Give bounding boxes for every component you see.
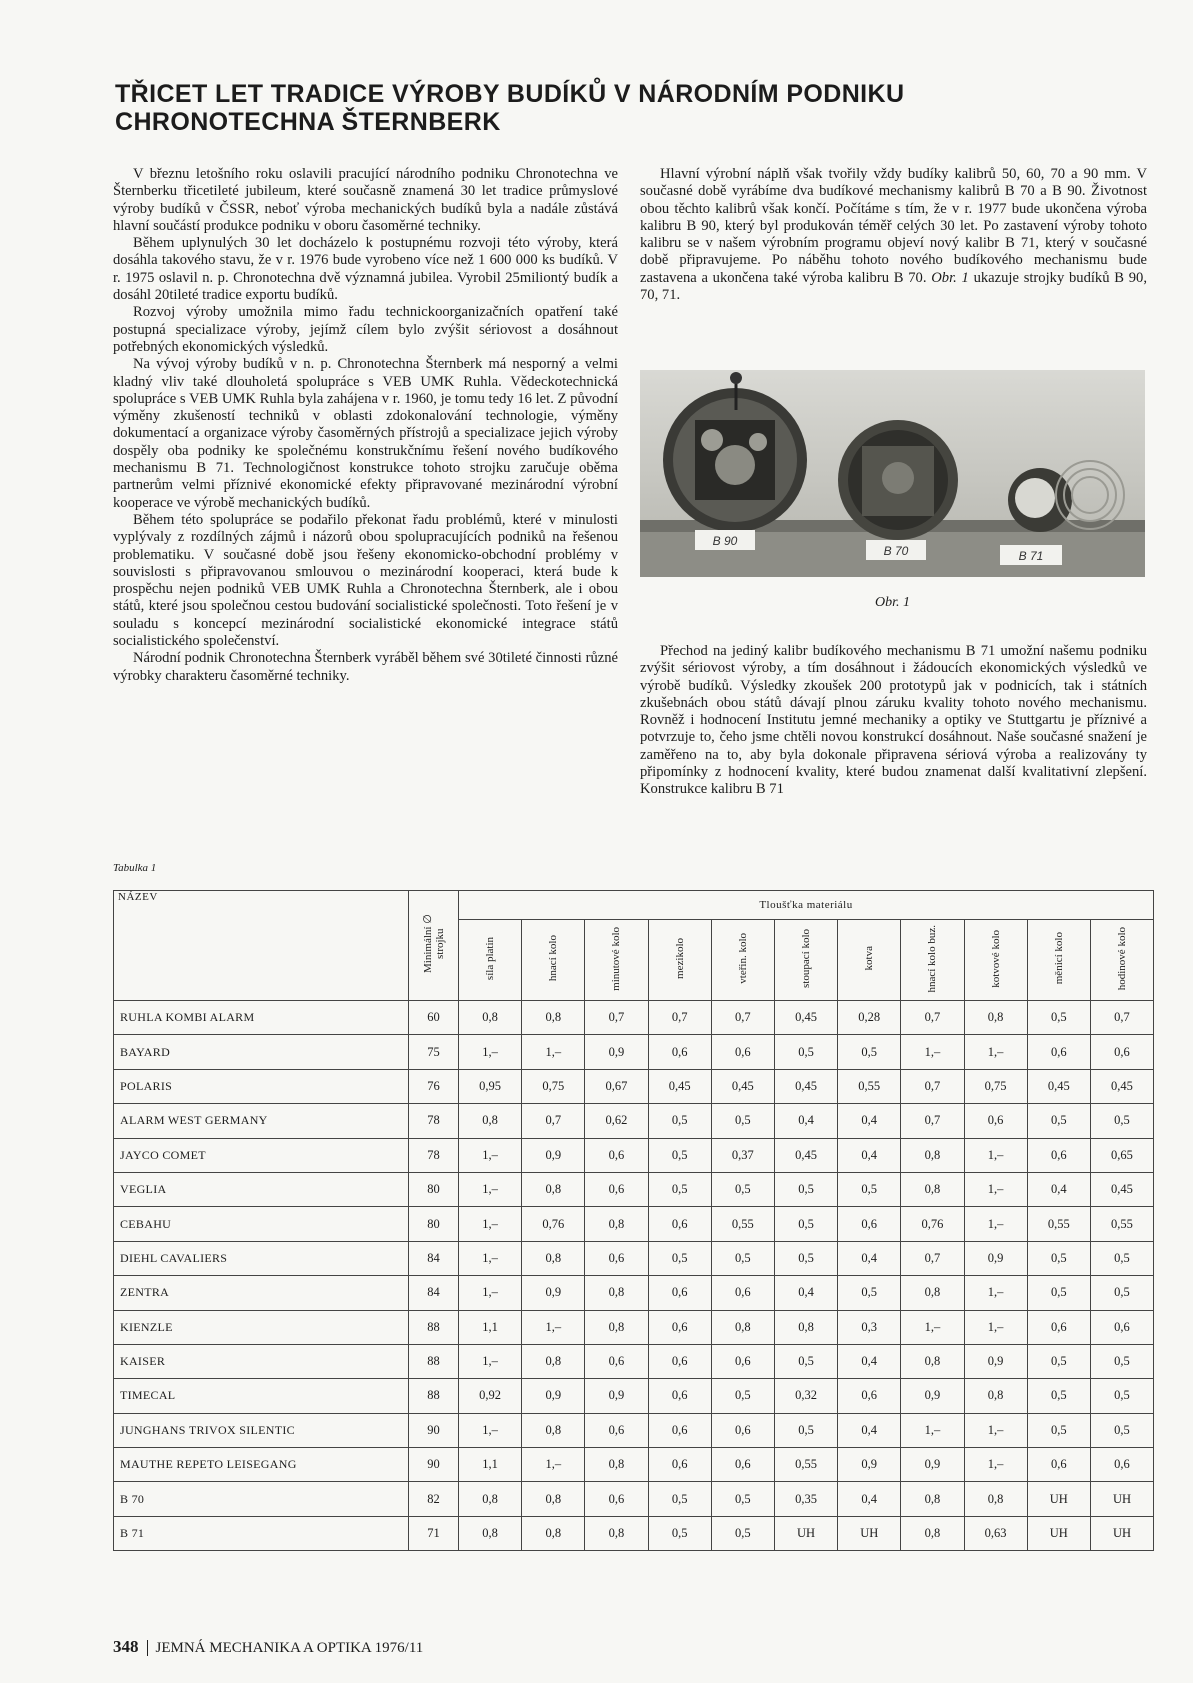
table-cell: 0,6 [648, 1035, 711, 1069]
table-cell: 0,8 [459, 1104, 522, 1138]
row-diameter: 76 [409, 1069, 459, 1103]
table-row [114, 1001, 1154, 1035]
table-cell: 0,45 [774, 1001, 837, 1035]
column-header [1027, 920, 1090, 1001]
column-header-text: hnací kolo buz. [926, 924, 939, 993]
table-cell: UH [1090, 1482, 1153, 1516]
figure-caption: Obr. 1 [874, 595, 910, 610]
row-name: RUHLA KOMBI ALARM [114, 1001, 409, 1035]
table-cell: 0,6 [1090, 1310, 1153, 1344]
table-cell: 0,8 [522, 1241, 585, 1275]
row-diameter: 71 [409, 1516, 459, 1550]
row-diameter: 80 [409, 1172, 459, 1206]
table-cell: 0,8 [585, 1310, 648, 1344]
header-diameter [409, 891, 459, 1001]
table-cell: 0,5 [711, 1516, 774, 1550]
table-cell: 0,4 [1027, 1172, 1090, 1206]
table-cell: 0,6 [1027, 1138, 1090, 1172]
table-cell: 0,45 [774, 1138, 837, 1172]
table-cell: 0,45 [648, 1069, 711, 1103]
column-header-text: stoupací kolo [800, 929, 813, 988]
table-cell: 0,5 [1090, 1379, 1153, 1413]
table-cell: 0,9 [964, 1344, 1027, 1378]
table-cell: 0,28 [838, 1001, 901, 1035]
right-column-bottom [640, 643, 1147, 799]
table-row [114, 1379, 1154, 1413]
table-cell: 0,4 [838, 1413, 901, 1447]
column-header-text: hodinové kolo [1115, 926, 1128, 991]
table-cell: 0,5 [648, 1104, 711, 1138]
left-column [113, 166, 618, 685]
table-cell: 0,5 [711, 1104, 774, 1138]
table-cell: UH [774, 1516, 837, 1550]
table-cell: 0,6 [711, 1035, 774, 1069]
paragraph: Během uplynulých 30 let docházelo k postupnému rozvoji této výroby, která dosáhla takového stavu, že v r. 1976 bude vyrobeno více než 1 600 000 ks budíků. V r. 1975 oslavil n. p. Chronotechna dvě významná jubilea. Vyrobil 25miliontý budík a dosáhl 20tileté tradice exportu budíků. [113, 235, 618, 304]
table-cell: 0,6 [585, 1344, 648, 1378]
table-cell: UH [1027, 1516, 1090, 1550]
table-cell: 0,45 [774, 1069, 837, 1103]
table-cell: 0,5 [774, 1241, 837, 1275]
table-cell: 0,5 [774, 1344, 837, 1378]
table-cell: 0,8 [522, 1172, 585, 1206]
paragraph: Na vývoj výroby budíků v n. p. Chronotechna Šternberk má nesporný a velmi kladný vliv také dlouholetá spolupráce s VEB UMK Ruhla. Vědeckotechnická spolupráce s VEB UMK Ruhla byla zahájena v r. 1960, je tomu tedy 16 let. Z původní výměny zkušeností techniků v oblasti zdokonalování technologie, výměny dokumentací a organizace výroby časoměrných přístrojů a specializace jejich výroby dospěly oba podniky ke společnému konstrukčnímu řešení nového budíkového mechanismu B 71. Technologičnost konstrukce tohoto strojku zaručuje oběma partnerům velmi příznivé ekonomické efekty připravované mezinárodní výrobní kooperace ve výrobě mechanických budíků. [113, 356, 618, 511]
table-cell: 0,8 [459, 1482, 522, 1516]
table-cell: 0,4 [838, 1138, 901, 1172]
table-cell: 0,3 [838, 1310, 901, 1344]
table-cell: 0,8 [459, 1516, 522, 1550]
table-row [114, 1448, 1154, 1482]
table-cell: 0,6 [711, 1448, 774, 1482]
table-row [114, 1172, 1154, 1206]
journal-name: JEMNÁ MECHANIKA A OPTIKA 1976/11 [155, 1640, 424, 1656]
row-diameter: 88 [409, 1310, 459, 1344]
row-name: MAUTHE REPETO LEISEGANG [114, 1448, 409, 1482]
table-cell: 0,7 [901, 1001, 964, 1035]
table-cell: 0,4 [838, 1241, 901, 1275]
column-header [711, 920, 774, 1001]
column-header-text: vteřin. kolo [736, 933, 749, 984]
table-cell: 1,1 [459, 1310, 522, 1344]
table-cell: 0,95 [459, 1069, 522, 1103]
paragraph: Národní podnik Chronotechna Šternberk vyráběl během své 30tileté činnosti různé výrobky charakteru časoměrné techniky. [113, 650, 618, 684]
table-cell: 0,8 [964, 1482, 1027, 1516]
table-cell: 0,5 [1027, 1241, 1090, 1275]
row-diameter: 84 [409, 1241, 459, 1275]
table-cell: 0,9 [585, 1379, 648, 1413]
table-cell: 0,8 [964, 1379, 1027, 1413]
row-name: ZENTRA [114, 1276, 409, 1310]
paragraph-text: Hlavní výrobní náplň však tvořily vždy budíky kalibrů 50, 60, 70 a 90 mm. V současné době vyrábíme dva budíkové mechanismy kalibrů B 70 a B 90. Životnost obou těchto kalibrů však končí. Počítáme s tím, že v r. 1977 bude ukončena výroba kalibru B 90, který byl produkován téměř celých 30 let. Po zastavení výroby tohoto kalibru se v našem výrobním programu objeví nový kalibr B 71, který v současné době připravujeme. Po náběhu tohoto nového budíkového mechanismu bude zastavena a ukončena také výroba kalibru B 70. [640, 166, 1147, 286]
row-diameter: 88 [409, 1344, 459, 1378]
table-cell: 0,8 [522, 1344, 585, 1378]
table-cell: 0,7 [901, 1069, 964, 1103]
table-cell: 0,4 [774, 1276, 837, 1310]
table-cell: 1,– [964, 1035, 1027, 1069]
table-cell: 0,8 [901, 1516, 964, 1550]
table-cell: 0,7 [901, 1241, 964, 1275]
table-cell: 0,5 [1027, 1001, 1090, 1035]
column-header [459, 920, 522, 1001]
table-cell: 0,55 [1027, 1207, 1090, 1241]
row-name: B 71 [114, 1516, 409, 1550]
table-cell: 0,7 [711, 1001, 774, 1035]
table-cell: 0,6 [648, 1344, 711, 1378]
table-cell: 0,5 [1027, 1104, 1090, 1138]
table-cell: 0,4 [774, 1104, 837, 1138]
table-cell: 1,– [964, 1172, 1027, 1206]
table-cell: 1,– [459, 1207, 522, 1241]
table-cell: 1,– [459, 1413, 522, 1447]
table-cell: 0,37 [711, 1138, 774, 1172]
table-cell: 0,6 [648, 1413, 711, 1447]
row-name: VEGLIA [114, 1172, 409, 1206]
table-cell: 0,6 [964, 1104, 1027, 1138]
table-cell: 1,– [522, 1448, 585, 1482]
row-diameter: 75 [409, 1035, 459, 1069]
table-cell: 0,5 [774, 1207, 837, 1241]
column-header-text: mezikolo [673, 938, 686, 979]
table-cell: 0,8 [901, 1276, 964, 1310]
table-cell: 0,6 [1090, 1448, 1153, 1482]
table-cell: 1,– [459, 1172, 522, 1206]
table-cell: 0,6 [1090, 1035, 1153, 1069]
table-cell: 0,75 [522, 1069, 585, 1103]
header-thickness: Tloušťka materiálu [459, 891, 1154, 920]
row-diameter: 78 [409, 1138, 459, 1172]
table-cell: 0,8 [522, 1001, 585, 1035]
table-cell: 0,6 [648, 1276, 711, 1310]
row-diameter: 80 [409, 1207, 459, 1241]
row-name: B 70 [114, 1482, 409, 1516]
column-header [838, 920, 901, 1001]
row-diameter: 82 [409, 1482, 459, 1516]
paragraph-tail: ukazuje strojky budíků B 90, 70, 71. [640, 269, 1147, 304]
table-cell: 0,7 [522, 1104, 585, 1138]
table-cell: 0,8 [711, 1310, 774, 1344]
column-header-text: měnicí kolo [1052, 932, 1065, 985]
column-header-text: minutové kolo [610, 926, 623, 991]
row-diameter: 84 [409, 1276, 459, 1310]
row-name: KIENZLE [114, 1310, 409, 1344]
table-cell: 0,5 [648, 1138, 711, 1172]
table-cell: 1,– [964, 1207, 1027, 1241]
label-b70: B 70 [883, 544, 909, 558]
table-cell: 0,5 [774, 1035, 837, 1069]
paragraph [640, 166, 1147, 304]
label-b90: B 90 [712, 534, 738, 548]
table-cell: 0,8 [901, 1172, 964, 1206]
table-cell: 0,62 [585, 1104, 648, 1138]
column-header-text: síla platin [484, 936, 497, 981]
table-cell: 0,45 [711, 1069, 774, 1103]
figure-reference: Obr. 1 [931, 269, 969, 286]
table-cell: 0,5 [774, 1413, 837, 1447]
table-body [114, 1001, 1154, 1551]
table-cell: 0,5 [838, 1276, 901, 1310]
table-cell: 0,8 [774, 1310, 837, 1344]
row-name: ALARM WEST GERMANY [114, 1104, 409, 1138]
table-cell: 0,7 [585, 1001, 648, 1035]
column-header [964, 920, 1027, 1001]
row-name: CEBAHU [114, 1207, 409, 1241]
table-row [114, 1069, 1154, 1103]
table-cell: 0,5 [1090, 1344, 1153, 1378]
table-row [114, 1138, 1154, 1172]
table-cell: 0,55 [838, 1069, 901, 1103]
table-cell: 0,8 [522, 1413, 585, 1447]
table-cell: 0,5 [648, 1172, 711, 1206]
table-cell: 1,– [459, 1276, 522, 1310]
column-header [1090, 920, 1153, 1001]
table-cell: 0,5 [711, 1172, 774, 1206]
row-name: KAISER [114, 1344, 409, 1378]
table-cell: 0,6 [648, 1207, 711, 1241]
table-cell: 0,32 [774, 1379, 837, 1413]
header-diameter-text: Minimální ∅ strojku [421, 914, 446, 974]
table-row [114, 1035, 1154, 1069]
row-diameter: 88 [409, 1379, 459, 1413]
row-name: JUNGHANS TRIVOX SILENTIC [114, 1413, 409, 1447]
table-cell: 0,5 [1090, 1413, 1153, 1447]
page-footer [113, 1637, 423, 1657]
table-cell: 0,8 [522, 1516, 585, 1550]
row-diameter: 78 [409, 1104, 459, 1138]
table-row [114, 1516, 1154, 1550]
table-cell: 0,5 [1090, 1104, 1153, 1138]
table-cell: 0,5 [1027, 1379, 1090, 1413]
table-row [114, 1413, 1154, 1447]
table-row [114, 1482, 1154, 1516]
table-cell: 0,5 [774, 1172, 837, 1206]
table-cell: 0,8 [964, 1001, 1027, 1035]
table-cell: 0,5 [1090, 1276, 1153, 1310]
table-cell: 0,5 [648, 1482, 711, 1516]
table-cell: 0,9 [585, 1035, 648, 1069]
column-header [585, 920, 648, 1001]
table-cell: 0,5 [711, 1482, 774, 1516]
table-cell: 0,92 [459, 1379, 522, 1413]
column-header [901, 920, 964, 1001]
table-cell: 0,9 [964, 1241, 1027, 1275]
column-header-text: kotva [863, 946, 876, 971]
table-cell: 0,5 [648, 1241, 711, 1275]
table-cell: 1,– [459, 1344, 522, 1378]
table-cell: 0,6 [1027, 1448, 1090, 1482]
table-cell: 0,5 [648, 1516, 711, 1550]
table-cell: 1,– [459, 1035, 522, 1069]
table-cell: 1,– [522, 1035, 585, 1069]
table-cell: 1,– [964, 1310, 1027, 1344]
table-cell: 0,6 [838, 1379, 901, 1413]
table-cell: 0,6 [711, 1276, 774, 1310]
table-cell: 0,9 [522, 1276, 585, 1310]
figure-photo-clock-movements [640, 370, 1145, 577]
table-cell: 0,9 [522, 1138, 585, 1172]
table-cell: 0,8 [901, 1138, 964, 1172]
column-header-text: kotvové kolo [989, 929, 1002, 988]
table-cell: 0,5 [838, 1035, 901, 1069]
table-cell: 0,6 [648, 1379, 711, 1413]
table-row [114, 1310, 1154, 1344]
thickness-table [113, 890, 1154, 1551]
table-cell: 0,76 [901, 1207, 964, 1241]
table-cell: 1,– [459, 1241, 522, 1275]
table-cell: 0,45 [1090, 1069, 1153, 1103]
table-cell: 0,63 [964, 1516, 1027, 1550]
table-cell: 0,6 [648, 1310, 711, 1344]
table-cell: 0,65 [1090, 1138, 1153, 1172]
table-cell: 1,1 [459, 1448, 522, 1482]
paragraph: V březnu letošního roku oslavili pracující národního podniku Chronotechna ve Šternberku třicetileté jubileum, které současně znamená 30 let tradice průmyslové výroby budíků v ČSSR, neboť výroba mechanických budíků byla a nadále zůstává hlavní součástí produkce podniku v oboru časoměrné techniky. [113, 166, 618, 234]
row-name: TIMECAL [114, 1379, 409, 1413]
table-row [114, 1241, 1154, 1275]
row-diameter: 90 [409, 1413, 459, 1447]
table-cell: 0,6 [585, 1172, 648, 1206]
article-title: TŘICET LET TRADICE VÝROBY BUDÍKŮ V NÁRODNÍM PODNIKU CHRONOTECHNA ŠTERNBERK [115, 80, 905, 136]
table-cell: 1,– [522, 1310, 585, 1344]
table-cell: 1,– [964, 1138, 1027, 1172]
table-label: Tabulka 1 [113, 862, 157, 874]
column-header [648, 920, 711, 1001]
table-cell: 0,5 [1027, 1413, 1090, 1447]
column-header [774, 920, 837, 1001]
table-cell: 0,9 [838, 1448, 901, 1482]
table-cell: 0,4 [838, 1104, 901, 1138]
column-header [522, 920, 585, 1001]
table-cell: 0,8 [585, 1448, 648, 1482]
table-cell: 1,– [964, 1413, 1027, 1447]
row-diameter: 60 [409, 1001, 459, 1035]
table-cell: 1,– [964, 1448, 1027, 1482]
table-cell: 0,6 [648, 1448, 711, 1482]
table-row [114, 1344, 1154, 1378]
table-cell: 1,– [901, 1310, 964, 1344]
row-diameter: 90 [409, 1448, 459, 1482]
table-cell: 0,6 [711, 1344, 774, 1378]
header-name: NÁZEV [114, 891, 409, 1001]
right-column-top [640, 166, 1147, 304]
table-cell: 0,4 [838, 1344, 901, 1378]
table-cell: 0,8 [901, 1344, 964, 1378]
table-cell: 0,5 [1027, 1344, 1090, 1378]
row-name: POLARIS [114, 1069, 409, 1103]
row-name: BAYARD [114, 1035, 409, 1069]
table-cell: 0,9 [901, 1448, 964, 1482]
row-name: JAYCO COMET [114, 1138, 409, 1172]
table-cell: UH [1090, 1516, 1153, 1550]
table-cell: 0,8 [459, 1001, 522, 1035]
column-header-text: hnací kolo [547, 935, 560, 982]
table-cell: 0,6 [1027, 1035, 1090, 1069]
page-number: 348 [113, 1637, 139, 1656]
table-cell: 0,55 [774, 1448, 837, 1482]
row-name: DIEHL CAVALIERS [114, 1241, 409, 1275]
table-cell: 0,35 [774, 1482, 837, 1516]
table-cell: UH [838, 1516, 901, 1550]
table-cell: 0,6 [585, 1413, 648, 1447]
table-cell: 0,6 [1027, 1310, 1090, 1344]
table-cell: 1,– [901, 1035, 964, 1069]
table-cell: 0,6 [711, 1413, 774, 1447]
table-cell: 0,45 [1090, 1172, 1153, 1206]
table-cell: 0,67 [585, 1069, 648, 1103]
table-row [114, 1207, 1154, 1241]
table-cell: 0,55 [1090, 1207, 1153, 1241]
paragraph: Během této spolupráce se podařilo překonat řadu problémů, které v minulosti vyplývaly z rozdílných zájmů i názorů obou spolupracujících podniků na řešenou problematiku. V současné době jsou řešeny ekonomicko-obchodní problémy v souvislosti s připravovanou smlouvou o mezinárodní kooperaci, která bude k prospěchu nejen podniků VEB UMK Ruhla a Chronotechna Šternberk, ale i obou států, které jsou společnou cestou budování socialistické společnosti. Toto řešení je v souladu s koncepcí mezinárodní socialistické ekonomické integrace států socialistického společenství. [113, 511, 618, 650]
table-row [114, 1276, 1154, 1310]
table-cell: 1,– [901, 1413, 964, 1447]
table-cell: 0,8 [522, 1482, 585, 1516]
table-cell: 0,8 [585, 1516, 648, 1550]
table-cell: 0,6 [585, 1241, 648, 1275]
table-cell: 0,5 [711, 1379, 774, 1413]
table-row [114, 1104, 1154, 1138]
table-cell: 0,76 [522, 1207, 585, 1241]
table-cell: 0,7 [1090, 1001, 1153, 1035]
table-cell: 0,75 [964, 1069, 1027, 1103]
table-cell: 0,8 [901, 1482, 964, 1516]
table-cell: 0,6 [585, 1138, 648, 1172]
table-cell: 0,8 [585, 1207, 648, 1241]
paragraph: Přechod na jediný kalibr budíkového mechanismu B 71 umožní našemu podniku zvýšit sériovost výroby, a tím dosáhnout i žádoucích ekonomických výsledků ve výrobě budíků. Výsledky zkoušek 200 prototypů jak v podnicích, tak i státních zkušebnách obou států dávají plnou záruku kvality tohoto nového mechanismu. Rovněž i hodnocení Institutu jemné mechaniky a optiky ve Stuttgartu je příznivé a potvrzuje to, čeho jsme chtěli novou konstrukcí dosáhnout. Naše současné snažení je zaměřeno na to, aby byla dokonale připravena sériová výroba a realizovány ty připomínky z hodnocení kvality, které budou znamenat další kvalitativní zlepšení. Konstrukce kalibru B 71 [640, 643, 1147, 798]
table-cell: 0,55 [711, 1207, 774, 1241]
table-cell: 0,6 [585, 1482, 648, 1516]
table-cell: 0,4 [838, 1482, 901, 1516]
table-cell: 0,7 [901, 1104, 964, 1138]
table-cell: 0,5 [838, 1172, 901, 1206]
footer-divider [147, 1640, 148, 1656]
table-cell: 0,45 [1027, 1069, 1090, 1103]
paragraph: Rozvoj výroby umožnila mimo řadu technickoorganizačních opatření také postupná specializace výroby, jejímž cílem bylo zvýšit sériovost a dosáhnout potřebných ekonomických výsledků. [113, 304, 618, 355]
table-cell: 0,5 [1090, 1241, 1153, 1275]
table-cell: 0,5 [1027, 1276, 1090, 1310]
table-cell: 0,7 [648, 1001, 711, 1035]
table-cell: 1,– [459, 1138, 522, 1172]
table-cell: 0,9 [522, 1379, 585, 1413]
table-cell: 0,5 [711, 1241, 774, 1275]
table-cell: UH [1027, 1482, 1090, 1516]
label-b71: B 71 [1018, 549, 1044, 563]
table-cell: 0,6 [838, 1207, 901, 1241]
table-cell: 0,8 [585, 1276, 648, 1310]
table-cell: 0,9 [901, 1379, 964, 1413]
table-cell: 1,– [964, 1276, 1027, 1310]
